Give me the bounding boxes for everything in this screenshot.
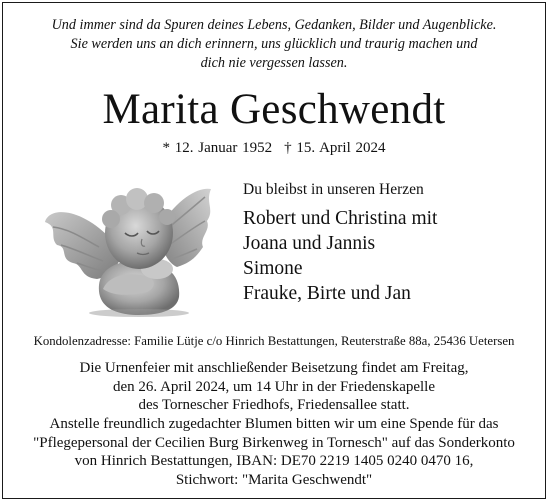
funeral-line: den 26. April 2024, um 14 Uhr in der Friedenskapelle — [112, 378, 436, 395]
quote-line: dich nie vergessen lassen. — [200, 55, 348, 71]
family-names — [243, 206, 437, 306]
life-dates — [3, 139, 545, 157]
mourners-block — [243, 180, 437, 306]
donation-line: "Pflegepersonal der Cecilien Burg Birkenweg in Tornesch" auf das Sonderkonto — [33, 434, 515, 451]
family-line: Joana und Jannis — [243, 233, 376, 254]
donation-line: Anstelle freundlich zugedachter Blumen bitten wir um eine Spende für das — [49, 416, 499, 432]
memorial-quote — [3, 16, 545, 73]
obituary-notice — [2, 2, 546, 499]
death-date: † 15. April 2024 — [284, 140, 386, 156]
funeral-line: Die Urnenfeier mit anschließender Beisetzung findet am Freitag, — [79, 360, 469, 376]
family-line: Simone — [243, 258, 303, 279]
deceased-name: Marita Geschwendt — [102, 86, 446, 133]
quote-line: Und immer sind da Spuren deines Lebens, Gedanken, Bilder und Augenblicke. — [51, 17, 497, 33]
motto: Du bleibst in unseren Herzen — [243, 181, 424, 198]
quote-line: Sie werden uns an dich erinnern, uns glücklich und traurig machen und — [70, 36, 478, 52]
cherub-angel-figure — [39, 167, 219, 317]
donation-line: Stichwort: "Marita Geschwendt" — [175, 471, 373, 488]
family-line: Frauke, Birte und Jan — [243, 283, 411, 304]
funeral-info — [3, 359, 545, 415]
donation-request — [3, 415, 545, 489]
funeral-line: des Tornescher Friedhofs, Friedensallee statt. — [138, 397, 410, 413]
birth-date: * 12. Januar 1952 — [162, 140, 273, 156]
family-line: Robert und Christina mit — [243, 208, 438, 229]
donation-line: von Hinrich Bestattungen, IBAN: DE70 2219 1405 0240 0470 16, — [74, 453, 474, 469]
condolence-address: Kondolenzadresse: Familie Lütje c/o Hinrich Bestattungen, Reuterstraße 88a, 25436 Uetersen — [33, 334, 515, 348]
